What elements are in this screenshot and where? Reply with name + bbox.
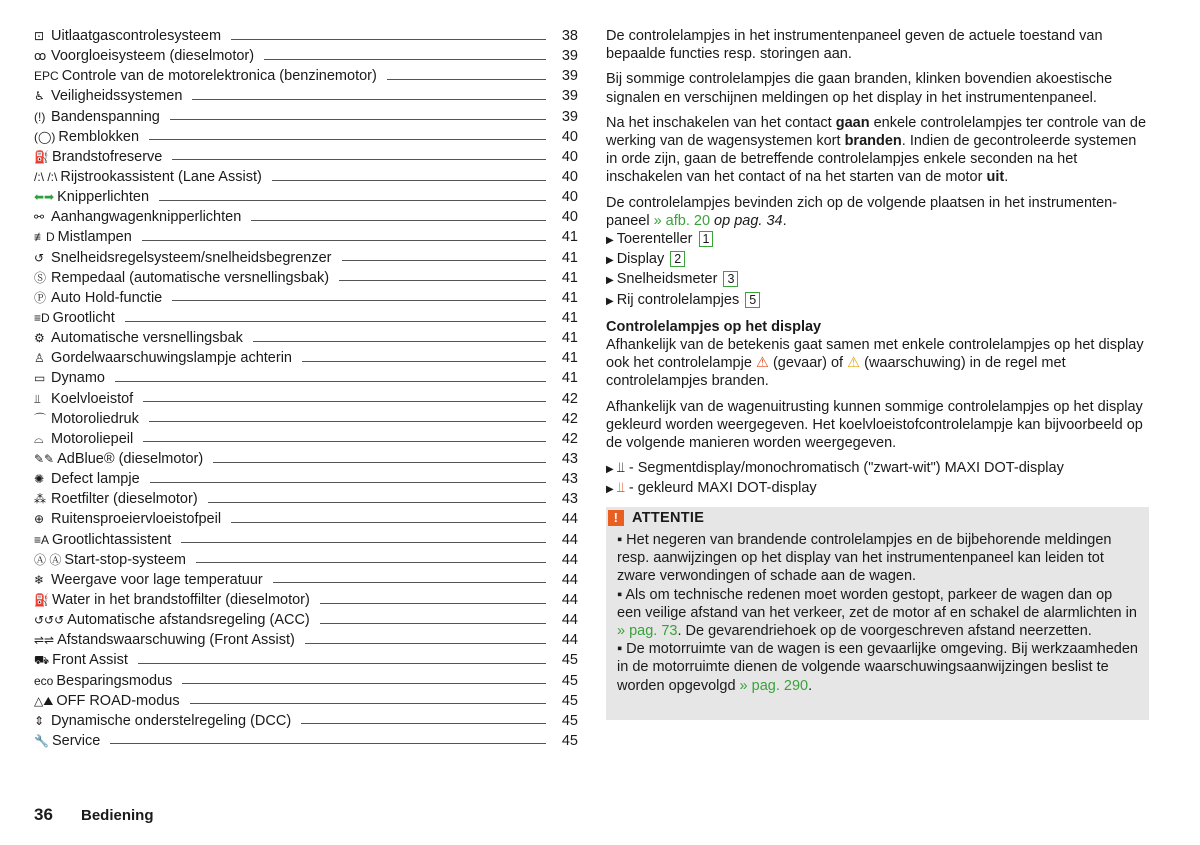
leader-line — [305, 643, 546, 644]
bullet-arrow-icon: ▶ — [606, 275, 614, 287]
warning-lamp-icon: ✺ — [34, 472, 45, 487]
warning-lamp-icon: ⚯ — [34, 210, 45, 225]
display-type-list — [606, 459, 1149, 499]
toc-entry-title: Gordelwaarschuwingslampje achterin — [51, 350, 292, 367]
warning-bullet: ▪ Als om technische redenen moet worden gestopt, parkeer de wagen dan op een veilige afstand van het verkeer, zet de motor af en schakel de alarmlichten in » pag. 73. De gevarendriehoek op de voorgeschreven afstand neerzetten. — [617, 586, 1137, 640]
leader-line — [213, 462, 546, 463]
toc-entry-page: 41 — [561, 370, 578, 387]
warning-lamp-icon: ✎✎ — [34, 452, 55, 467]
warning-lamp-icon: ⊕ — [34, 512, 45, 527]
toc-entry[interactable] — [34, 227, 578, 247]
warning-lamp-icon: Ⓟ — [34, 290, 47, 305]
leader-line — [320, 603, 546, 604]
toc-entry-title: Start-stop-systeem — [64, 551, 187, 568]
warning-lamp-icon: Ⓢ — [34, 270, 47, 285]
warning-lamp-icon: ⌓ — [34, 431, 44, 446]
toc-entry-title: Motoroliepeil — [51, 430, 134, 447]
leader-line — [251, 220, 546, 221]
toc-entry-page: 41 — [561, 350, 578, 367]
warning-lamp-icon: ↺↺↺ — [34, 613, 65, 628]
toc-entry[interactable] — [34, 711, 578, 731]
toc-entry[interactable] — [34, 26, 578, 46]
leader-line — [142, 240, 546, 241]
danger-triangle-icon: ⚠ — [755, 355, 769, 372]
toc-entry-title: Mistlampen — [57, 229, 132, 246]
toc-entry-page: 44 — [561, 632, 578, 649]
toc-entry[interactable] — [34, 46, 578, 66]
toc-entry-page: 45 — [561, 672, 578, 689]
toc-entry-page: 39 — [561, 88, 578, 105]
toc-entry-title: Veiligheidssystemen — [51, 88, 183, 105]
toc-entry-title: Roetfilter (dieselmotor) — [51, 491, 198, 508]
figure-callout-number: 5 — [745, 292, 760, 308]
toc-entry[interactable] — [34, 127, 578, 147]
toc-entry-page: 41 — [561, 289, 578, 306]
exclamation-icon: ! — [608, 510, 624, 526]
toc-entry-page: 39 — [561, 68, 578, 85]
colored-display-paragraph: Afhankelijk van de wagenuitrusting kunnen sommige controlelampjes op het display gekleurd worden weergegeven. Het koelvloeistofcontrolelampje kan bijvoorbeeld op de volgende manieren worden weergegeven. — [606, 398, 1143, 452]
leader-line — [196, 562, 546, 563]
toc-entry-page: 42 — [561, 430, 578, 447]
warning-lamp-icon: eco — [34, 673, 54, 688]
toc-entry-page: 44 — [561, 531, 578, 548]
toc-entry-page: 41 — [561, 310, 578, 327]
leader-line — [301, 723, 546, 724]
page-number: 36 — [34, 805, 53, 824]
toc-entry[interactable] — [34, 66, 578, 86]
warning-lamp-icon: (!) — [34, 109, 46, 124]
toc-entry-page: 45 — [561, 732, 578, 749]
leader-line — [172, 159, 546, 160]
warning-lamp-icon: Ⓐ Ⓐ — [34, 552, 62, 567]
warning-lamp-icon: ⫫ — [34, 391, 41, 406]
toc-entry[interactable] — [34, 489, 578, 509]
toc-entry-title: Aanhangwagenknipperlichten — [51, 209, 242, 226]
intro-paragraph: De controlelampjes in het instrumentenpaneel geven de actuele toestand van bepaalde functies resp. storingen aan. — [606, 28, 1103, 63]
toc-entry[interactable] — [34, 207, 578, 227]
toc-entry-page: 45 — [561, 692, 578, 709]
leader-line — [172, 300, 546, 301]
toc-entry-title: Front Assist — [52, 652, 128, 669]
warning-lamp-icon: 🔧 — [34, 733, 49, 748]
toc-entry-title: Bandenspanning — [51, 108, 160, 125]
toc-entry-title: Knipperlichten — [57, 189, 150, 206]
location-paragraph: De controlelampjes bevinden zich op de volgende plaatsen in het instrumentenpaneel » afb. 20 op pag. 34. — [606, 194, 1118, 229]
leader-line — [231, 522, 546, 523]
warning-lamp-icon: ♿ — [34, 89, 45, 104]
warning-bullet: ▪ Het negeren van brandende controlelampjes en de bijbehorende meldingen resp. aanwijzingen op het display van het instrumentenpaneel kan leiden tot zware verwondingen of schade aan de wagen. — [617, 532, 1112, 585]
toc-entry-title: Brandstofreserve — [51, 148, 163, 165]
toc-entry-title: Afstandswaarschuwing (Front Assist) — [57, 632, 295, 649]
toc-entry[interactable] — [34, 731, 578, 751]
leader-line — [143, 441, 546, 442]
toc-entry-title: Uitlaatgascontrolesysteem — [51, 28, 222, 45]
toc-entry-title: Snelheidsregelsysteem/snelheidsbegrenzer — [51, 249, 332, 266]
toc-entry[interactable] — [34, 671, 578, 691]
leader-line — [302, 361, 546, 362]
leader-line — [272, 180, 546, 181]
warning-lamp-icon: ≡D — [34, 311, 50, 326]
leader-line — [339, 280, 546, 281]
bullet-arrow-icon: ▶ — [606, 464, 614, 476]
toc-entry-title: Service — [51, 732, 101, 749]
figure-callout-number: 1 — [699, 231, 714, 247]
leader-line — [143, 401, 546, 402]
warning-lamp-icon: ⌒ — [34, 411, 47, 426]
warning-lamp-icon: ⊡ — [34, 29, 45, 44]
toc-entry-title: Weergave voor lage temperatuur — [51, 571, 263, 588]
toc-entry-page: 44 — [561, 592, 578, 608]
leader-line — [320, 623, 546, 624]
warning-lamp-icon: ♙ — [34, 351, 45, 366]
toc-entry-page: 38 — [561, 28, 578, 45]
warning-lamp-icon: ❄ — [34, 572, 45, 587]
toc-entry[interactable] — [34, 590, 578, 610]
toc-entry-page: 40 — [561, 128, 578, 145]
toc-entry-page: 41 — [561, 269, 578, 286]
toc-entry-page: 42 — [561, 390, 578, 407]
location-list — [606, 230, 1149, 311]
toc-entry-page: 43 — [561, 471, 578, 488]
toc-entry-title: Rijstrookassistent (Lane Assist) — [60, 169, 262, 186]
toc-entry-title: Koelvloeistof — [51, 390, 134, 407]
leader-line — [264, 59, 546, 60]
bullet-arrow-icon: ▶ — [606, 235, 614, 247]
toc-entry-page: 40 — [561, 189, 578, 206]
coolant-icon: ⫫ — [616, 460, 625, 477]
warning-lamp-icon: ⚙ — [34, 331, 45, 346]
warning-lamp-icon: /:\ /:\ — [34, 170, 58, 185]
bullet-arrow-icon: ▶ — [606, 484, 614, 496]
toc-entry[interactable] — [34, 86, 578, 106]
toc-entry[interactable] — [34, 187, 578, 207]
warning-title: ATTENTIE — [632, 509, 705, 526]
toc-entry[interactable] — [34, 147, 578, 167]
toc-entry-title: Voorgloeisysteem (dieselmotor) — [51, 48, 255, 65]
toc-entry-page: 44 — [561, 571, 578, 588]
leader-line — [231, 39, 546, 40]
warning-lamp-icon: ⛽ — [34, 593, 49, 607]
leader-line — [159, 200, 546, 201]
toc-entry-page: 44 — [561, 511, 578, 528]
warning-lamp-icon: ꝏ — [34, 49, 47, 64]
leader-line — [387, 79, 546, 80]
leader-line — [149, 421, 546, 422]
toc-entry-title: Remblokken — [58, 128, 140, 145]
warning-lamp-icon: ⛟ — [34, 653, 50, 668]
toc-entry[interactable] — [34, 650, 578, 670]
list-item: ▶ ⫫ - Segmentdisplay/monochromatisch ("zwart-wit") MAXI DOT-display — [606, 460, 1064, 477]
toc-entry-title: Dynamo — [51, 370, 105, 387]
toc-entry-page: 45 — [561, 652, 578, 669]
toc-entry[interactable] — [34, 469, 578, 489]
toc-entry-title: OFF ROAD-modus — [56, 692, 180, 709]
toc-entry-title: Rempedaal (automatische versnellingsbak) — [51, 269, 330, 286]
toc-entry-title: Auto Hold-functie — [51, 289, 163, 306]
toc-entry-title: Water in het brandstoffilter (dieselmotor) — [51, 592, 310, 608]
toc-entry[interactable] — [34, 530, 578, 550]
warning-lamp-icon: ▭ — [34, 371, 46, 386]
toc-entry-page: 40 — [561, 169, 578, 186]
warning-lamp-icon: ≢D — [34, 230, 55, 245]
acoustic-paragraph: Bij sommige controlelampjes die gaan branden, klinken bovendien akoestische signalen en verschijnen meldingen op het display in het instrumentenpaneel. — [606, 71, 1113, 106]
warning-lamp-icon: EPC — [34, 69, 59, 84]
toc-entry[interactable] — [34, 308, 578, 328]
toc-entry[interactable] — [34, 328, 578, 348]
toc-entry[interactable] — [34, 691, 578, 711]
list-item: ▶ Snelheidsmeter 3 — [606, 270, 1149, 290]
leader-line — [342, 260, 547, 261]
toc-entry-title: Automatische versnellingsbak — [51, 330, 243, 347]
warning-bullet: ▪ De motorruimte van de wagen is een gevaarlijke omgeving. Bij werkzaamheden in de motorruimte dienen de volgende waarschuwingsaanwijzingen beslist te worden opgevolgd » pag. 290. — [617, 641, 1138, 694]
toc-entry-page: 44 — [561, 551, 578, 568]
toc-entry[interactable] — [34, 409, 578, 429]
leader-line — [181, 542, 546, 543]
page-reference-link[interactable]: » pag. 290 — [739, 677, 809, 694]
warning-lamp-icon: ⬅➡ — [34, 190, 55, 205]
toc-entry-title: Dynamische onderstelregeling (DCC) — [51, 712, 292, 729]
toc-entry-page: 41 — [561, 249, 578, 266]
toc-entry-title: Ruitensproeiervloeistofpeil — [51, 511, 222, 528]
toc-entry-page: 42 — [561, 410, 578, 427]
leader-line — [190, 703, 546, 704]
toc-entry[interactable] — [34, 389, 578, 409]
toc-entry-page: 45 — [561, 712, 578, 729]
bullet-arrow-icon: ▶ — [606, 255, 614, 267]
list-item: ▶ ⫫ - gekleurd MAXI DOT-display — [606, 480, 817, 497]
list-item: ▶ Toerenteller 1 — [606, 230, 1149, 250]
leader-line — [273, 582, 546, 583]
toc-entry-title: Controle van de motorelektronica (benzinemotor) — [61, 68, 377, 85]
toc-entry[interactable] — [34, 570, 578, 590]
toc-entry-page: 40 — [561, 209, 578, 226]
main-text-column — [606, 27, 1149, 507]
figure-reference-link[interactable]: » afb. 20 — [653, 212, 711, 229]
toc-entry-page: 40 — [561, 148, 578, 165]
toc-entry[interactable] — [34, 429, 578, 449]
toc-entry-page: 44 — [561, 612, 578, 629]
list-item: ▶ Display 2 — [606, 250, 1149, 270]
toc-entry-title: Defect lampje — [51, 471, 140, 488]
toc-entry-page: 39 — [561, 48, 578, 65]
warning-lamp-icon: ↺ — [34, 250, 45, 265]
toc-entry[interactable] — [34, 248, 578, 268]
leader-line — [150, 482, 546, 483]
toc-entry[interactable] — [34, 167, 578, 187]
toc-entry[interactable] — [34, 630, 578, 650]
warning-lamp-icon: ⇌⇌ — [34, 633, 55, 648]
section-name: Bediening — [81, 807, 154, 824]
toc-entry-page: 41 — [561, 330, 578, 347]
leader-line — [170, 119, 546, 120]
leader-line — [253, 341, 546, 342]
toc-entry[interactable] — [34, 348, 578, 368]
display-heading: Controlelampjes op het display — [606, 318, 822, 335]
toc-entry[interactable] — [34, 268, 578, 288]
toc-entry-title: AdBlue® (dieselmotor) — [57, 451, 204, 468]
table-of-contents — [34, 26, 578, 751]
toc-entry-title: Besparingsmodus — [56, 672, 173, 689]
warning-lamp-icon: (◯) — [34, 129, 56, 144]
toc-entry[interactable] — [34, 550, 578, 570]
toc-entry[interactable] — [34, 449, 578, 469]
figure-callout-number: 2 — [670, 251, 685, 267]
leader-line — [192, 99, 546, 100]
toc-entry-title: Automatische afstandsregeling (ACC) — [67, 612, 310, 629]
page-reference-link[interactable]: » pag. 73 — [617, 623, 678, 640]
toc-entry-title: Grootlicht — [52, 310, 115, 327]
toc-entry[interactable] — [34, 107, 578, 127]
warning-lamp-icon: ≡A — [34, 532, 50, 547]
leader-line — [208, 502, 546, 503]
toc-entry[interactable] — [34, 509, 578, 529]
warning-lamp-icon: ⇕ — [34, 713, 45, 728]
warning-box — [606, 507, 1149, 720]
leader-line — [115, 381, 546, 382]
toc-entry-title: Grootlichtassistent — [52, 531, 172, 548]
leader-line — [149, 139, 546, 140]
warning-lamp-icon: ⁂ — [34, 492, 46, 507]
leader-line — [182, 683, 546, 684]
leader-line — [138, 663, 546, 664]
warning-lamp-icon: ⛽ — [34, 149, 49, 164]
toc-entry[interactable] — [34, 368, 578, 388]
display-paragraph: Afhankelijk van de betekenis gaat samen met enkele controlelampjes op het display ook het controlelampje ⚠ (gevaar) of ⚠ (waarschuwing) in de regel met controlelampjes branden. — [606, 337, 1144, 390]
warning-triangle-icon: ⚠ — [847, 355, 861, 372]
toc-entry-page: 43 — [561, 451, 578, 468]
toc-entry-page: 39 — [561, 108, 578, 125]
toc-entry-page: 41 — [561, 229, 578, 246]
leader-line — [110, 743, 546, 744]
toc-entry-page: 43 — [561, 491, 578, 508]
coolant-icon: ⫫ — [616, 480, 625, 497]
list-item: ▶ Rij controlelampjes 5 — [606, 291, 1149, 311]
toc-entry[interactable] — [34, 288, 578, 308]
toc-entry[interactable] — [34, 610, 578, 630]
warning-header — [606, 507, 1149, 529]
bullet-arrow-icon: ▶ — [606, 295, 614, 307]
leader-line — [125, 321, 546, 322]
figure-callout-number: 3 — [723, 271, 738, 287]
toc-entry-title: Motoroliedruk — [51, 410, 139, 427]
ignition-paragraph: Na het inschakelen van het contact gaan enkele controlelampjes ter controle van de werking van de wagensystemen kort branden. Indien de gecontroleerde systemen in orde zijn, gaan de betreffende controlelampjes enkele seconden na het inschakelen van het contact of na het starten van de motor uit. — [606, 114, 1147, 186]
warning-lamp-icon: △⛰ — [34, 693, 54, 708]
